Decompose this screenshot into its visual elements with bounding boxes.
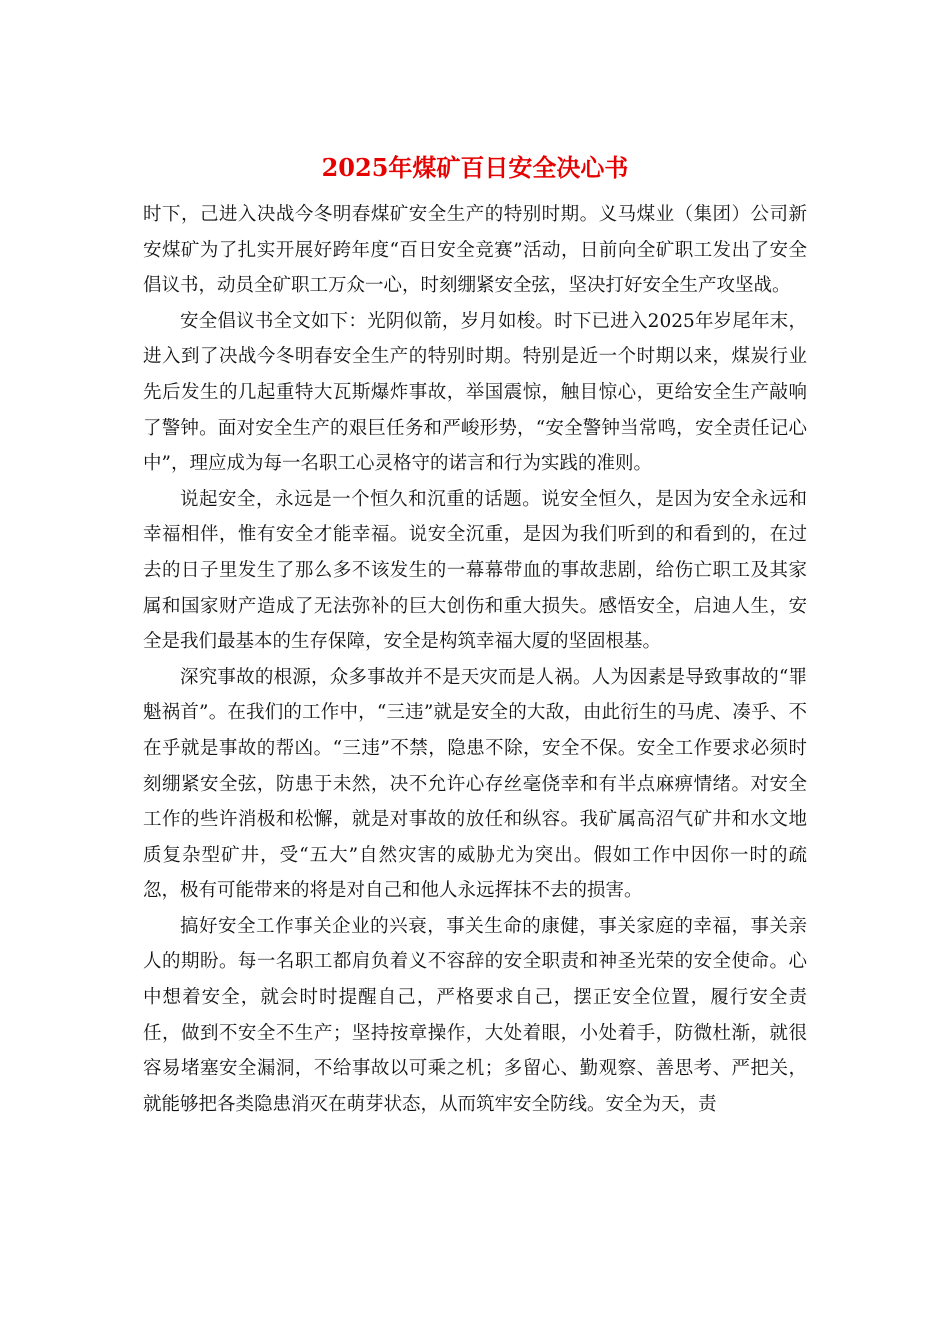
paragraph-safety-duty: 搞好安全工作事关企业的兴衰，事关生命的康健，事关家庭的幸福，事关亲人的期盼。每一名职工都肩负着义不容辞的安全职责和神圣光荣的安全使命。心中想着安全，就会时时提醒自己，严格要求自己，摆正安全位置，履行安全责任，做到不安全不生产；坚持按章操作，大处着眼，小处着手，防微杜渐，就很容易堵塞安全漏洞，不给事故以可乘之机；多留心、勤观察、善思考、严把关，就能够把各类隐患消灭在萌芽状态，从而筑牢安全防线。安全为天，责: [143, 915, 807, 1115]
paragraph-safety-topic: 说起安全，永远是一个恒久和沉重的话题。说安全恒久，是因为安全永远和幸福相伴，惟有安全才能幸福。说安全沉重，是因为我们听到的和看到的，在过去的日子里发生了那么多不该发生的一幕幕带血的事故悲剧，给伤亡职工及其家属和国家财产造成了无法弥补的巨大创伤和重大损失。感悟安全，启迪人生，安全是我们最基本的生存保障，安全是构筑幸福大厦的坚固根基。: [143, 488, 807, 653]
paragraph-accident-roots: 深究事故的根源，众多事故并不是天灾而是人祸。人为因素是导致事故的“罪魁祸首”。在我们的工作中，“三违”就是安全的大敌，由此衍生的马虎、凑乎、不在乎就是事故的帮凶。“三违”不禁，隐患不除，安全不保。安全工作要求必须时刻绷紧安全弦，防患于未然，决不允许心存丝毫侥幸和有半点麻痹情绪。对安全工作的些许消极和松懈，就是对事故的放任和纵容。我矿属高沼气矿井和水文地质复杂型矿井，受“五大”自然灾害的威胁尤为突出。假如工作中因你一时的疏忽，极有可能带来的将是对自己和他人永远挥抹不去的损害。: [143, 666, 807, 902]
paragraph-proposal: 安全倡议书全文如下：光阴似箭，岁月如梭。时下已进入2025年岁尾年末，进入到了决战今冬明春安全生产的特别时期。特别是近一个时期以来，煤炭行业先后发生的几起重特大瓦斯爆炸事故，举国震惊，触目惊心，更给安全生产敲响了警钟。面对安全生产的艰巨任务和严峻形势，“安全警钟当常鸣，安全责任记心中”，理应成为每一名职工心灵格守的诺言和行为实践的准则。: [143, 310, 807, 475]
document-body: [143, 197, 807, 1122]
paragraph-intro: 时下，己进入决战今冬明春煤矿安全生产的特别时期。义马煤业（集团）公司新安煤矿为了扎实开展好跨年度“百日安全竞赛”活动，日前向全矿职工发出了安全倡议书，动员全矿职工万众一心，时刻绷紧安全弦，坚决打好安全生产攻坚战。: [143, 204, 807, 297]
document-title: 2025年煤矿百日安全决心书: [321, 153, 629, 182]
